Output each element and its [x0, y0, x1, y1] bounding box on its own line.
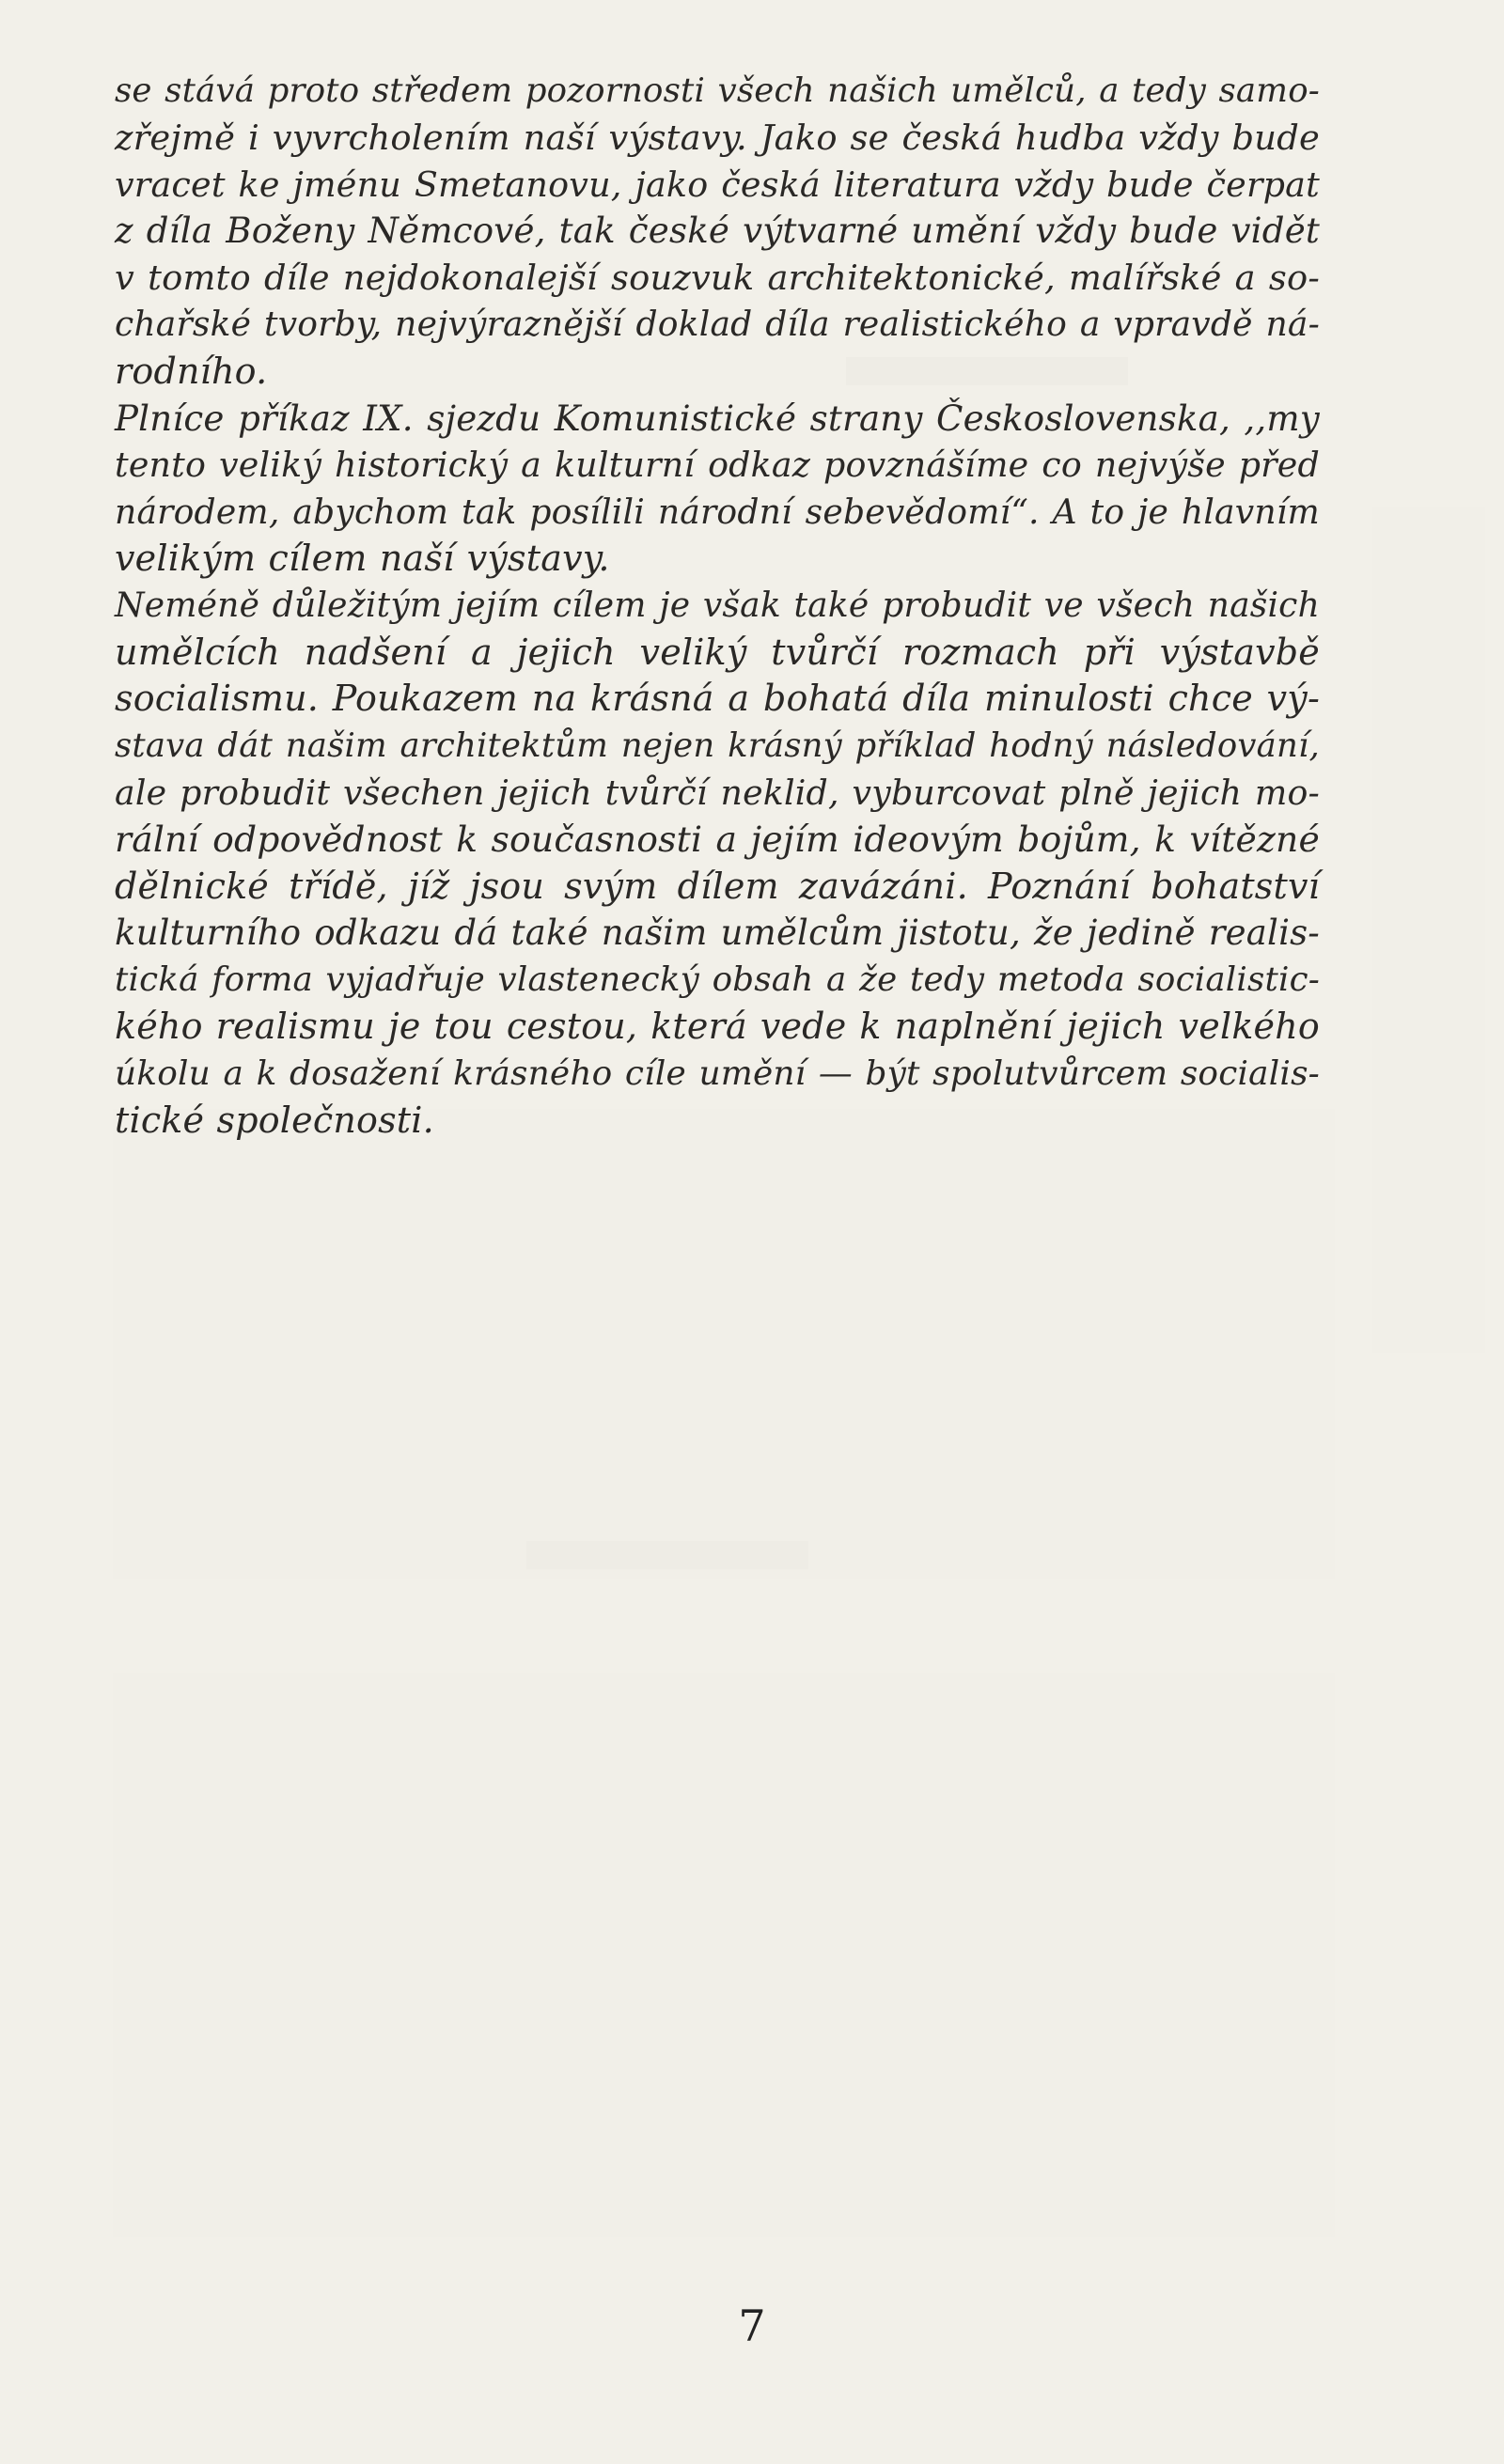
body-text — [115, 68, 1320, 1144]
text-line: úkolu a k dosažení krásného cíle umění — být spolutvůrcem socialis- — [115, 1053, 1320, 1093]
text-line: ale probudit všechen jejich tvůrčí neklid, vyburcovat plně jejich mo- — [115, 772, 1320, 813]
text-line: stava dát našim architektům nejen krásný příklad hodný následování, — [115, 726, 1320, 766]
text-line: dělnické třídě, jíž jsou svým dílem zavázáni. Poznání bohatství — [115, 865, 1320, 907]
text-line: zřejmě i vyvrcholením naší výstavy. Jako se česká hudba vždy bude — [115, 117, 1320, 158]
text-line: Neméně důležitým jejím cílem je však také probudit ve všech našich — [115, 585, 1320, 625]
text-line: socialismu. Poukazem na krásná a bohatá díla minulosti chce vý- — [115, 678, 1320, 720]
text-line: rodního. — [115, 350, 268, 392]
text-line: tento veliký historický a kulturní odkaz povznášíme co nejvýše před — [115, 444, 1320, 486]
text-line: velikým cílem naší výstavy. — [115, 537, 610, 579]
text-line: se stává proto středem pozornosti všech našich umělců, a tedy samo- — [115, 71, 1320, 110]
text-line: kého realismu je tou cestou, která vede k naplnění jejich velkého — [115, 1005, 1320, 1047]
page-number: 7 — [738, 2300, 766, 2351]
text-line: rální odpovědnost k současnosti a jejím ideovým bojům, k vítězné — [115, 818, 1320, 860]
text-line: tické společnosti. — [115, 1099, 434, 1141]
text-line: tická forma vyjadřuje vlastenecký obsah a že tedy metoda socialistic- — [115, 960, 1320, 1000]
text-line: vracet ke jménu Smetanovu, jako česká literatura vždy bude čerpat — [115, 164, 1320, 205]
text-line: z díla Boženy Němcové, tak české výtvarné umění vždy bude vidět — [115, 211, 1320, 252]
text-line: chařské tvorby, nejvýraznější doklad díla realistického a vpravdě ná- — [115, 304, 1320, 344]
text-line: národem, abychom tak posílili národní sebevědomí“. A to je hlavním — [115, 491, 1320, 533]
text-line: kulturního odkazu dá také našim umělcům jistotu, že jedině realis- — [115, 912, 1320, 954]
text-line: v tomto díle nejdokonalejší souzvuk architektonické, malířské a so- — [115, 257, 1320, 299]
text-line: umělcích nadšení a jejich veliký tvůrčí rozmach při výstavbě — [115, 631, 1320, 673]
text-line: Plníce příkaz IX. sjezdu Komunistické strany Československa, ,,my — [115, 398, 1320, 439]
